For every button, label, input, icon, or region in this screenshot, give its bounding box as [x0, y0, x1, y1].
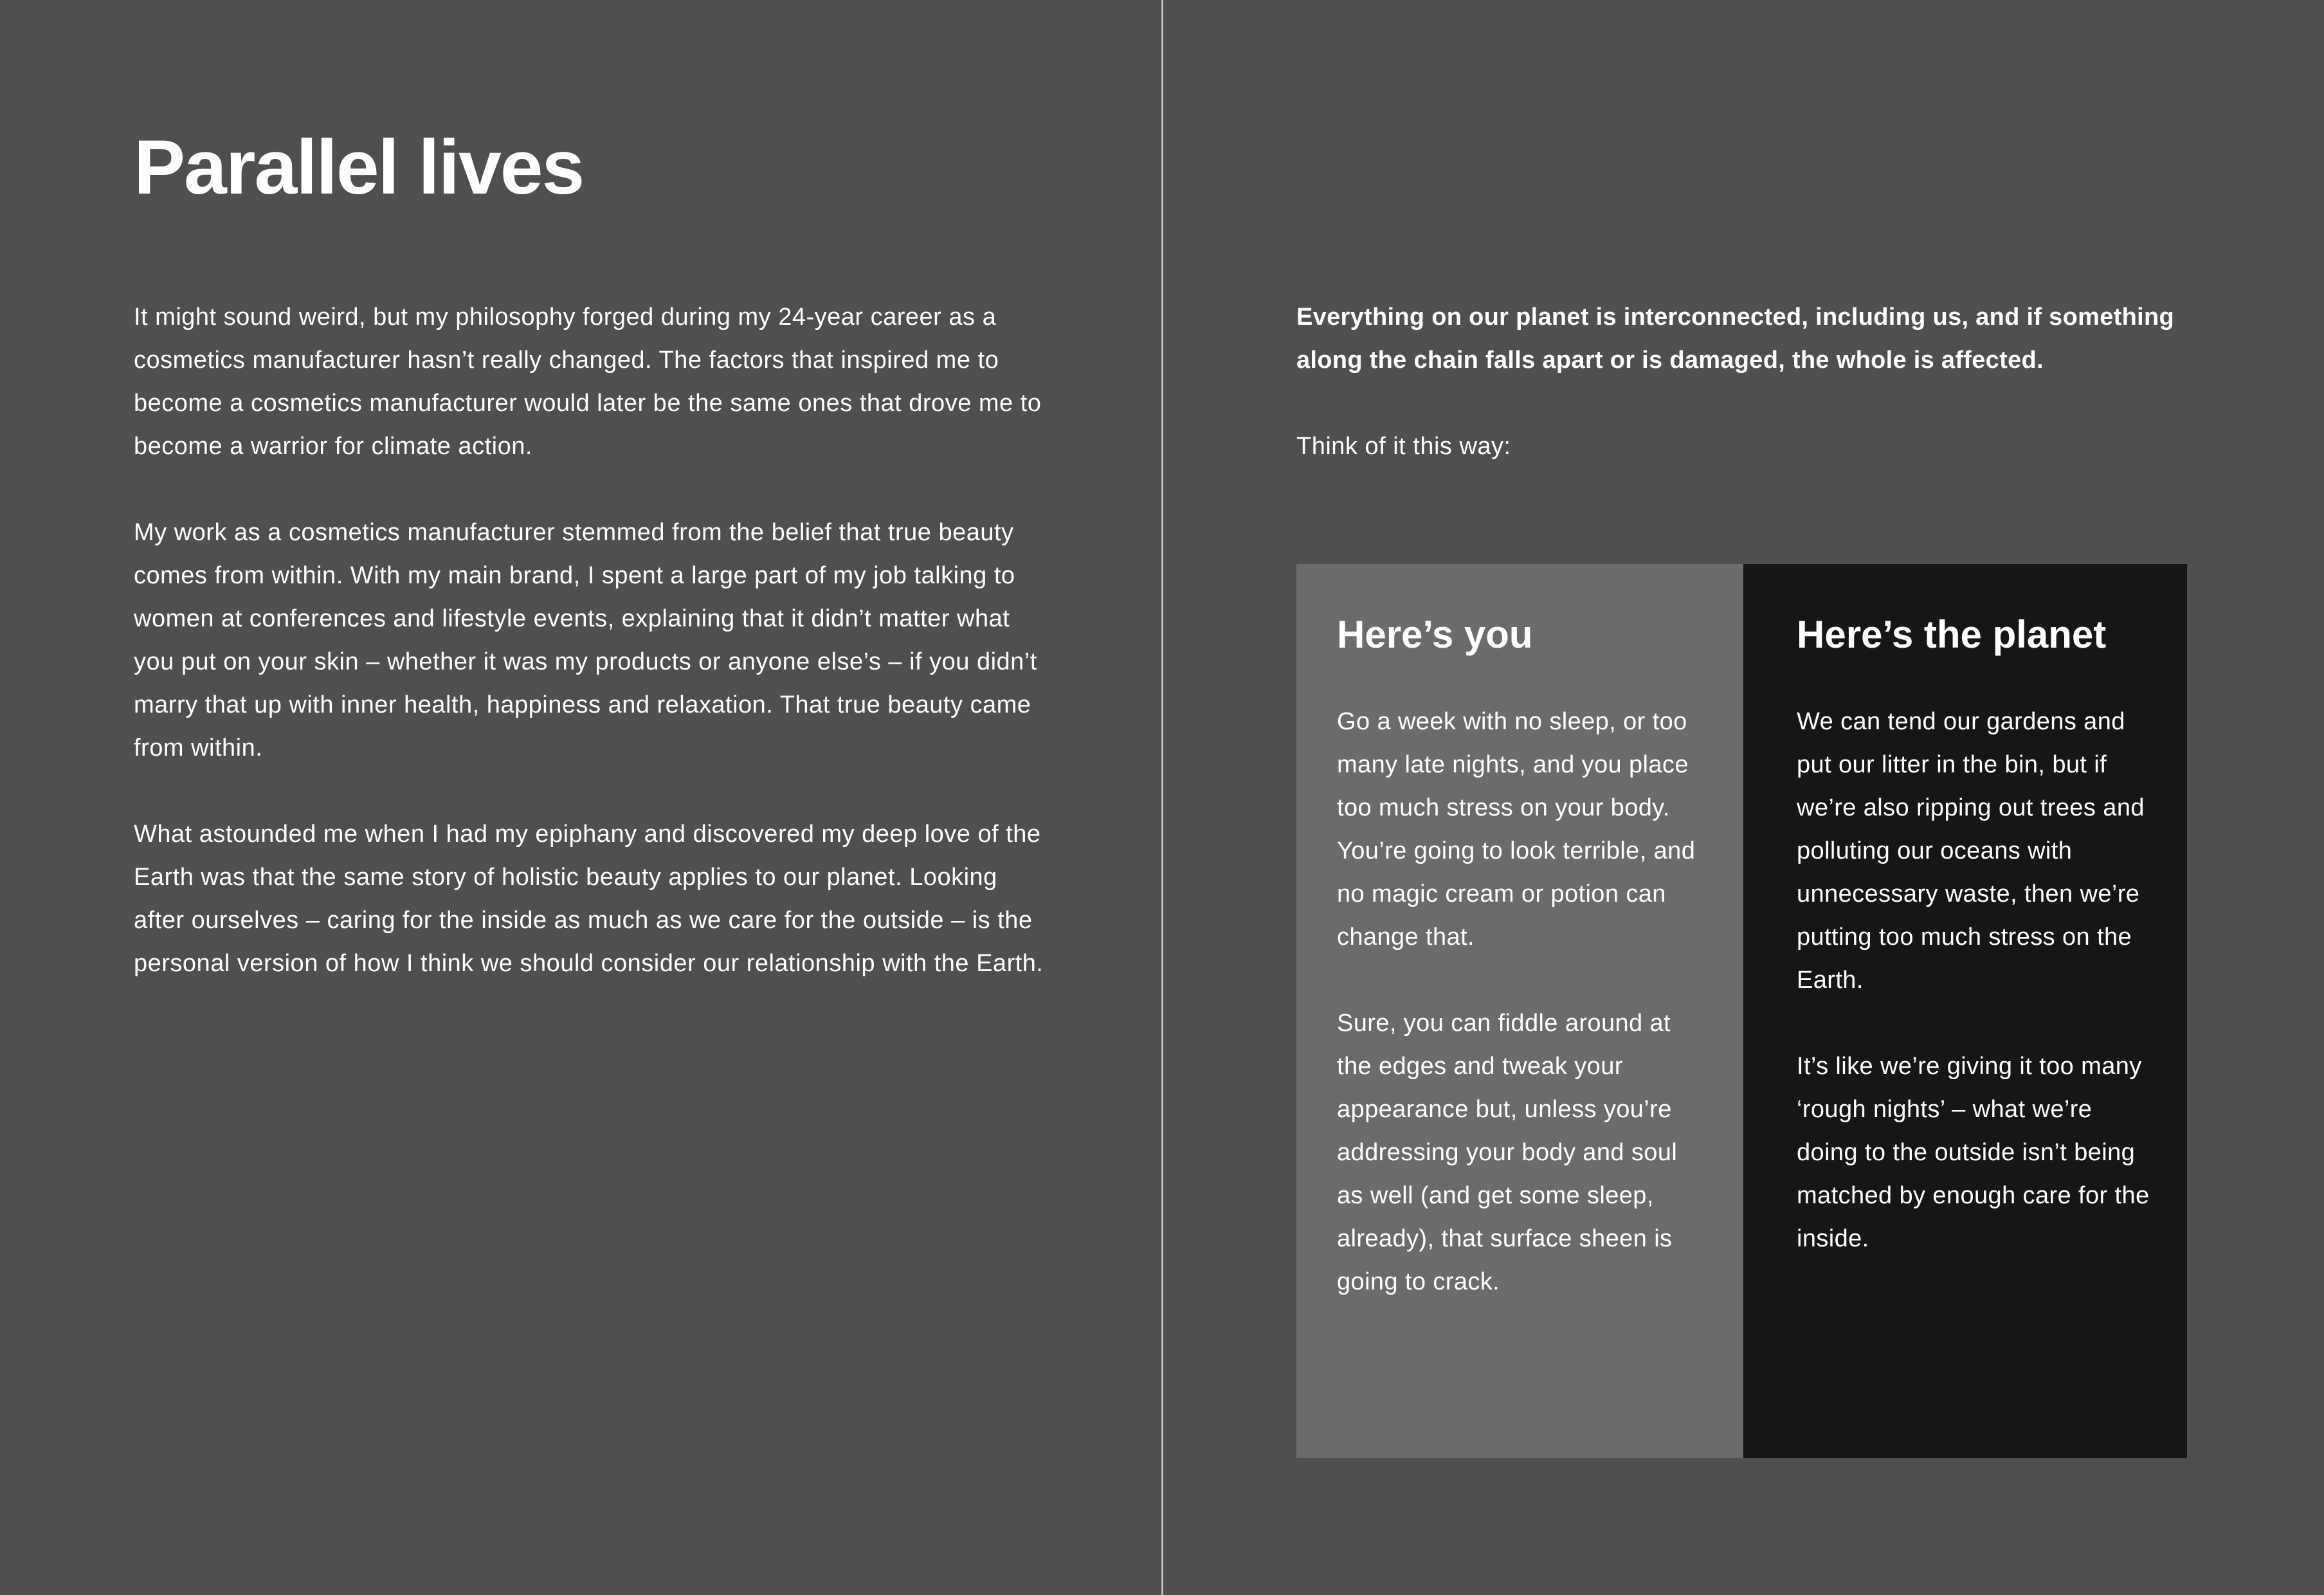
panel-paragraph: Sure, you can fiddle around at the edges and tweak your appearance but, unless you’re addressing your body and soul as well (and get some sleep, already), that surface sheen is going to crack.: [1337, 1010, 1678, 1295]
panel-heading: Here’s you: [1337, 613, 1533, 656]
page-title: Parallel lives: [134, 124, 584, 210]
lead-statement: Everything on our planet is interconnected, including us, and if something along the chain falls apart or is damaged, the whole is affected.: [1296, 304, 2174, 374]
panel-heres-the-planet: [1743, 564, 2187, 1458]
intro-line: Think of it this way:: [1296, 433, 1511, 460]
panel-heading: Here’s the planet: [1797, 613, 2107, 656]
body-paragraph: What astounded me when I had my epiphany and discovered my deep love of the Earth was that the same story of holistic beauty applies to our planet. Looking after ourselves – caring for the inside as much as we care for the outside – is the personal version of how I think we should consider our relationship with the Earth.: [134, 821, 1044, 977]
body-paragraph: My work as a cosmetics manufacturer stemmed from the belief that true beauty comes from within. With my main brand, I spent a large part of my job talking to women at conferences and lifestyle events, explaining that it didn’t matter what you put on your skin – whether it was my products or anyone else’s – if you didn’t marry that up with inner health, happiness and relaxation. That true beauty came from within.: [134, 519, 1037, 761]
right-page-intro: [1296, 296, 2190, 468]
left-page-body: [134, 296, 1047, 1028]
comparison-panels: [1296, 564, 2187, 1458]
panel-paragraph: It’s like we’re giving it too many ‘rough nights’ – what we’re doing to the outside isn’t being matched by enough care for the inside.: [1797, 1053, 2150, 1252]
body-paragraph: It might sound weird, but my philosophy forged during my 24-year career as a cosmetics manufacturer hasn’t really changed. The factors that inspired me to become a cosmetics manufacturer would later be the same ones that drove me to become a warrior for climate action.: [134, 304, 1042, 460]
panel-heres-you: [1296, 564, 1743, 1458]
panel-paragraph: Go a week with no sleep, or too many late nights, and you place too much stress on your body. You’re going to look terrible, and no magic cream or potion can change that.: [1337, 708, 1696, 951]
panel-paragraph: We can tend our gardens and put our litter in the bin, but if we’re also ripping out trees and polluting our oceans with unnecessary waste, then we’re putting too much stress on the Earth.: [1797, 708, 2145, 994]
page-gutter-divider: [1161, 0, 1163, 1595]
